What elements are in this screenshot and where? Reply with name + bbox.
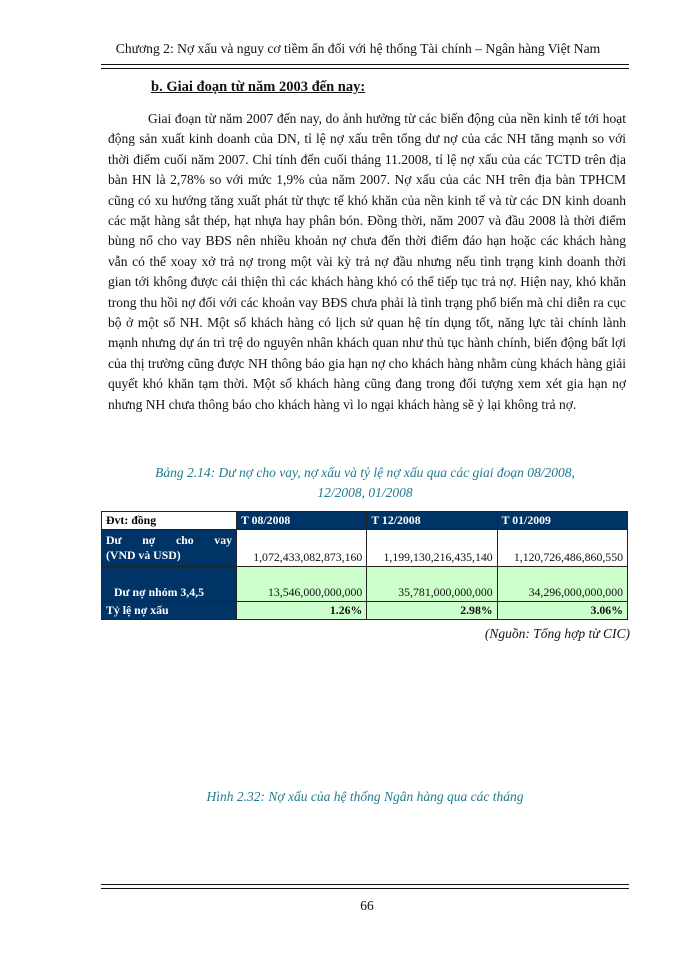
table-cell: 34,296,000,000,000 — [497, 567, 627, 602]
body-paragraph: Giai đoạn từ năm 2007 đến nay, do ảnh hưởng từ các biến động của nền kinh tế tới hoạt động sản xuất kinh doanh của DN, tỉ lệ nợ xấu trên tổng dư nợ của các NH tăng mạnh so với thời điểm cuối năm 2007. Chỉ tính đến cuối tháng 11.2008, tỉ lệ nợ xấu của các TCTD trên địa bàn HN là 2,78% so với mức 1,9% của năm 2007. Nợ xấu của các NH trên địa bàn TPHCM cũng có xu hướng tăng xuất phát từ thực tế khó khăn của nền kinh tế và từ các DN kinh doanh các mặt hàng sắt thép, hạt nhựa hay phân bón. Đồng thời, năm 2007 và đầu 2008 là thời điểm bùng nổ cho vay BĐS nên nhiều khoản nợ chưa đến thời điểm đáo hạn hoặc các khách hàng vẫn có thể xoay xở trả nợ trong một vài kỳ trả nợ đầu nhưng nếu tình trạng kinh doanh thời gian tới không được cải thiện thì các khách hàng khó có thể tiếp tục trả nợ. Hiện nay, khó khăn trong thu hồi nợ đối với các khoản vay BĐS chưa phải là tình trạng phổ biến mà chỉ diễn ra cục bộ ở một số NH. Một số khách hàng có lịch sử quan hệ tín dụng tốt, năng lực tài chính lành mạnh nhưng dự án trì trệ do nguyên nhân khách quan như thủ tục hành chính, biến động bất lợi của thị trường cũng được NH thông báo gia hạn nợ cho khách hàng nhằm cùng khách hàng giải quyết khó khăn tạm thời. Một số khách hàng cũng đang trong đối tượng xem xét gia hạn nợ nhưng NH chưa thông báo cho khách hàng vì lo ngại khách hàng sẽ ỷ lại không trả nợ. — [108, 111, 626, 412]
table-cell: 2.98% — [367, 602, 497, 620]
unit-cell: Đvt: đồng — [102, 512, 237, 530]
footer-rule-thin — [101, 888, 629, 889]
section-heading: b. Giai đoạn từ năm 2003 đến nay: — [151, 79, 366, 95]
table-cell: 1.26% — [237, 602, 367, 620]
npl-table — [101, 511, 628, 620]
header-rule — [101, 64, 629, 65]
column-header: T 12/2008 — [367, 512, 497, 530]
column-header: T 08/2008 — [237, 512, 367, 530]
running-header: Chương 2: Nợ xấu và nguy cơ tiềm ẩn đối với hệ thống Tài chính – Ngân hàng Việt Nam — [115, 41, 601, 56]
table-row-ratio — [102, 602, 628, 620]
column-header: T 01/2009 — [497, 512, 627, 530]
header-rule-thin — [101, 68, 629, 69]
table-cell: 1,199,130,216,435,140 — [367, 530, 497, 567]
table-caption-line-1: Bảng 2.14: Dư nợ cho vay, nợ xấu và tỷ lệ nợ xấu qua các giai đoạn 08/2008, — [155, 465, 575, 480]
figure-caption: Hình 2.32: Nợ xấu của hệ thống Ngân hàng qua các tháng — [206, 789, 524, 804]
table-cell: 1,072,433,082,873,160 — [237, 530, 367, 567]
row-label-npl: Dư nợ nhóm 3,4,5 — [102, 567, 237, 602]
table-source: (Nguồn: Tổng hợp từ CIC) — [484, 626, 630, 641]
page-number: 66 — [360, 898, 374, 913]
table-cell: 3.06% — [497, 602, 627, 620]
table-cell: 35,781,000,000,000 — [367, 567, 497, 602]
table-row-npl — [102, 567, 628, 602]
row-label-loans — [102, 530, 237, 567]
table-cell: 1,120,726,486,860,550 — [497, 530, 627, 567]
table-caption — [104, 463, 626, 503]
footer-rule — [101, 884, 629, 885]
row-label-loans-line-1: Dư nợ cho vay — [106, 533, 232, 547]
row-label-ratio: Tỷ lệ nợ xấu — [102, 602, 237, 620]
table-cell: 13,546,000,000,000 — [237, 567, 367, 602]
row-label-loans-line-2: (VND và USD) — [106, 548, 181, 562]
table-caption-line-2: 12/2008, 01/2008 — [317, 485, 413, 500]
table-row-loans — [102, 530, 628, 567]
table-header-row — [102, 512, 628, 530]
